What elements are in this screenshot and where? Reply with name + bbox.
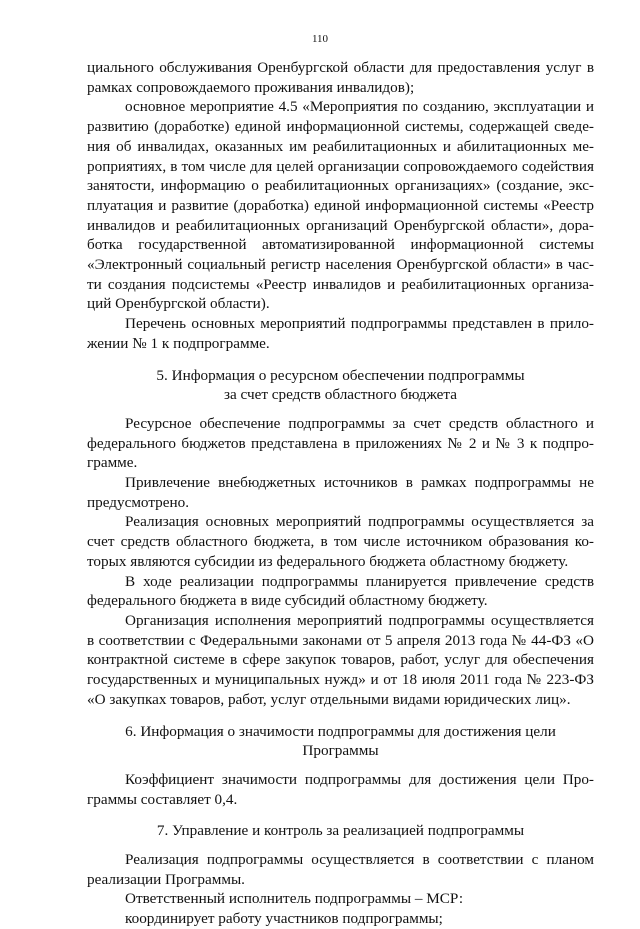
section-5-paragraph-3 [87, 512, 594, 571]
text-line: реализации Программы. [87, 870, 245, 888]
section-5-heading [87, 366, 594, 405]
text-line: грамме. [87, 454, 138, 472]
text-line: Привлечение внебюджетных источников в рамках подпрограммы не [125, 474, 594, 492]
text-line: рамках сопровождаемого проживания инвалидов); [87, 78, 415, 96]
heading-line: за счет средств областного бюджета [224, 386, 457, 404]
section-5-paragraph-2 [87, 473, 594, 512]
text-line: занятости, информацию о реабилитационных организациях» (создание, экс- [87, 177, 594, 195]
text-line: основное мероприятие 4.5 «Мероприятия по созданию, эксплуатации и [125, 98, 594, 116]
heading-line: Программы [302, 742, 379, 760]
section-5-paragraph-5 [87, 611, 594, 710]
section-7-paragraph-3 [87, 909, 594, 929]
paragraph-intro [87, 58, 594, 97]
text-line: Ответственный исполнитель подпрограммы – МСР: [125, 890, 464, 908]
text-line: в соответствии с Федеральными законами от 5 апреля 2013 года № 44-ФЗ «О [87, 631, 594, 649]
text-line: циального обслуживания Оренбургской области для предоставления услуг в [87, 59, 594, 76]
heading-line: 5. Информация о ресурсном обеспечении подпрограммы [156, 366, 525, 384]
section-7-paragraph-1 [87, 850, 594, 889]
text-line: роприятиях, в том числе для целей организации сопровождаемого содействия [87, 157, 594, 175]
section-5-paragraph-1 [87, 414, 594, 473]
text-line: предусмотрено. [87, 493, 190, 511]
text-line: контрактной системе в сфере закупок товаров, работ, услуг для обеспечения [87, 651, 594, 669]
paragraph-measure-4-5 [87, 97, 594, 314]
text-line: граммы составляет 0,4. [87, 790, 238, 808]
heading-line: 7. Управление и контроль за реализацией подпрограммы [156, 822, 525, 840]
text-line: счет средств областного бюджета, в том числе источником образования ко- [87, 533, 594, 551]
text-line: «О закупках товаров, работ, услуг отдельными видами юридических лиц». [87, 690, 571, 708]
section-6-paragraph-1 [87, 770, 594, 809]
text-line: «Электронный социальный регистр населения Оренбургской области» в час- [87, 256, 594, 274]
text-line: ботка государственной автоматизированной информационной системы [87, 236, 594, 254]
text-line: Реализация подпрограммы осуществляется в соответствии с планом [125, 851, 594, 869]
paragraph-list-reference [87, 314, 594, 353]
text-line: федерального бюджетов представлена в приложениях № 2 и № 3 к подпро- [87, 434, 594, 452]
page-content [87, 58, 594, 929]
page-number: 110 [311, 33, 329, 45]
text-line: Перечень основных мероприятий подпрограммы представлен в прило- [125, 315, 594, 333]
text-line: жении № 1 к подпрограмме. [87, 334, 270, 352]
section-5-paragraph-4 [87, 572, 594, 611]
text-line: Ресурсное обеспечение подпрограммы за счет средств областного и [125, 414, 594, 432]
text-line: инвалидов и реабилитационных организаций Оренбургской области», дора- [87, 216, 594, 234]
section-7-heading [87, 821, 594, 841]
text-line: государственных и муниципальных нужд» и от 18 июля 2011 года № 223-ФЗ [87, 671, 594, 689]
section-6-heading [87, 722, 594, 761]
text-line: В ходе реализации подпрограммы планируется привлечение средств [125, 572, 594, 590]
text-line: плуатация и развитие (доработка) единой информационной системы «Реестр [87, 196, 594, 214]
text-line: Организация исполнения мероприятий подпрограммы осуществляется [125, 611, 594, 629]
text-line: федерального бюджета в виде субсидий областному бюджету. [87, 592, 488, 610]
text-line: ти создания подсистемы «Реестр инвалидов и реабилитационных организа- [87, 275, 594, 293]
heading-line: 6. Информация о значимости подпрограммы для достижения цели [125, 722, 556, 740]
text-line: ций Оренбургской области). [87, 295, 270, 313]
text-line: Реализация основных мероприятий подпрограммы осуществляется за [125, 513, 594, 531]
text-line: развитию (доработке) единой информационной системы, содержащей сведе- [87, 118, 594, 136]
text-line: ния об инвалидах, оказанных им реабилитационных и абилитационных ме- [87, 137, 594, 155]
text-line: Коэффициент значимости подпрограммы для достижения цели Про- [125, 770, 594, 788]
section-7-paragraph-2 [87, 889, 594, 909]
text-line: координирует работу участников подпрограммы; [125, 910, 443, 928]
text-line: торых являются субсидии из федерального бюджета областному бюджету. [87, 552, 569, 570]
